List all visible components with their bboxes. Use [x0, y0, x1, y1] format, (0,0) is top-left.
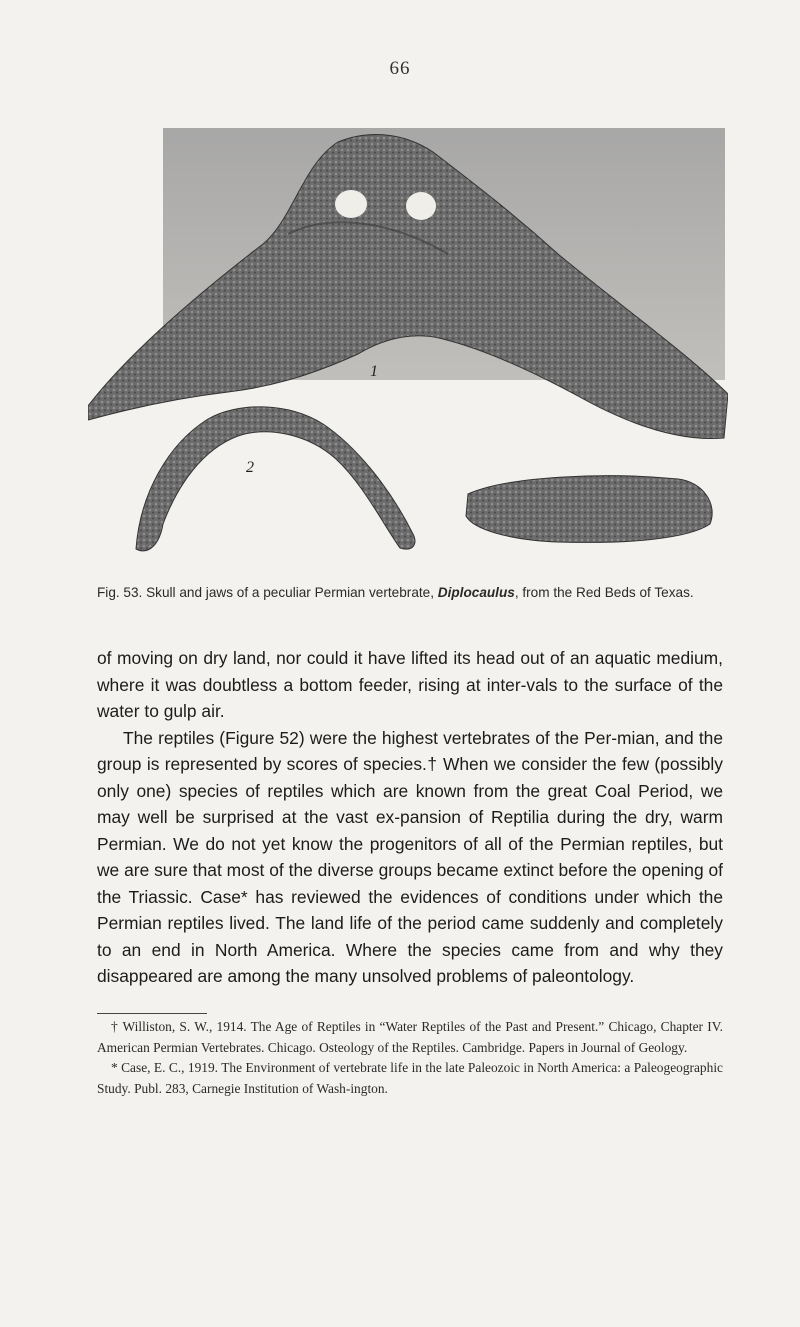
paragraph-2: The reptiles (Figure 52) were the highest vertebrates of the Per-mian, and the group is represented by scores of species.† When we consider the few (possibly only one) species of reptiles which are known from the great Coal Period, we may well be surprised at the vast ex-pansion of Reptilia during the dry, warm Permian. We do not yet know the progenitors of all of the Permian reptiles, but we are sure that most of the diverse groups became extinct before the opening of the Triassic. Case* has reviewed the evidences of conditions under which the Permian reptiles lived. The land life of the period came suddenly and completely to an end in North America. Where the species came from and why they disappeared are among the many unsolved problems of paleontology.	[97, 727, 723, 986]
page-number: 66	[389, 58, 411, 79]
bone-fragment	[466, 476, 712, 543]
jaw-fossil	[136, 407, 415, 551]
paragraph-1: of moving on dry land, nor could it have lifted its head out of an aquatic medium, where it was doubtless a bottom feeder, rising at inter-vals to the surface of the water to gulp air.	[97, 648, 723, 721]
figure-caption	[97, 583, 723, 602]
caption-suffix: , from the Red Beds of Texas.	[514, 585, 694, 600]
footnote-rule	[97, 1013, 207, 1014]
footnotes	[97, 1017, 723, 1099]
figure-label-1: 1	[370, 363, 378, 380]
left-orbit	[335, 190, 367, 218]
footnote-case: * Case, E. C., 1919. The Environment of vertebrate life in the late Paleozoic in North America: a Paleogeographic Study. Publ. 283, Carnegie Institution of Wash-ington.	[97, 1060, 723, 1096]
diplocaulus-fossil-image	[88, 124, 728, 570]
figure-plate	[88, 124, 728, 570]
caption-prefix: Fig. 53. Skull and jaws of a peculiar Permian vertebrate,	[97, 585, 438, 600]
body-text	[97, 645, 723, 990]
footnote-williston: † Williston, S. W., 1914. The Age of Reptiles in “Water Reptiles of the Past and Present.” Chicago, Chapter IV. American Permian Vertebrates. Chicago. Osteology of the Reptiles. Cambridge. Papers in Journal of Geology.	[97, 1019, 723, 1055]
caption-taxon: Diplocaulus	[437, 585, 515, 600]
right-orbit	[406, 192, 436, 220]
figure-label-2: 2	[246, 459, 254, 476]
